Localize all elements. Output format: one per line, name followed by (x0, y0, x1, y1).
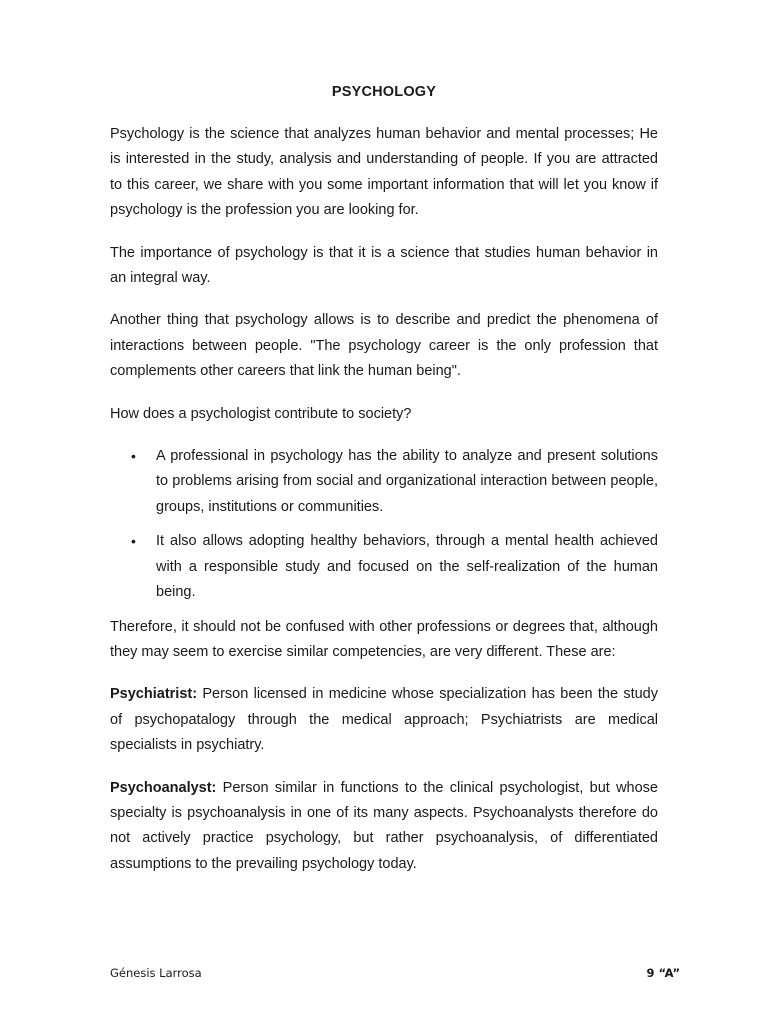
bullet-icon: • (131, 533, 136, 550)
footer-grade: 9 “A” (646, 966, 680, 980)
list-item-text: It also allows adopting healthy behaviors, through a mental health achieved with a responsible study and focused on the self-realization of the human being. (156, 533, 658, 601)
definition-psychoanalyst (110, 776, 658, 878)
definition-text: Person similar in functions to the clinical psychologist, but whose specialty is psychoanalysis in one of its many aspects. Psychoanalysts therefore do not actively practice psychology, but rather psychoanalysis, of differentiated assumptions to the prevailing psychology today. (110, 779, 658, 872)
paragraph-distinction: Therefore, it should not be confused with other professions or degrees that, although they may seem to exercise similar competencies, are very different. These are: (110, 618, 658, 660)
list-item-text: A professional in psychology has the ability to analyze and present solutions to problems arising from social and organizational interaction between people, groups, institutions or communities. (156, 448, 658, 515)
footer-author: Génesis Larrosa (110, 966, 202, 980)
paragraph-importance: The importance of psychology is that it is a science that studies human behavior in an integral way. (110, 244, 658, 287)
definition-text: Person licensed in medicine whose specialization has been the study of psychopatalogy through the medical approach; Psychiatrists are medical specialists in psychiatry. (110, 686, 658, 754)
list-item (110, 529, 658, 605)
document-page (110, 84, 658, 894)
page-title: PSYCHOLOGY (331, 84, 437, 100)
definition-psychiatrist (110, 682, 658, 758)
bullet-icon: • (131, 448, 136, 465)
definition-term: Psychiatrist: (110, 686, 198, 703)
contribution-list (110, 444, 658, 605)
paragraph-interactions: Another thing that psychology allows is to describe and predict the phenomena of interactions between people. "The psychology career is the only profession that complements other careers that link the human being". (110, 312, 658, 380)
definition-term: Psychoanalyst: (110, 779, 217, 796)
paragraph-question: How does a psychologist contribute to society? (110, 405, 412, 422)
list-item (110, 444, 658, 520)
paragraph-intro: Psychology is the science that analyzes human behavior and mental processes; He is interested in the study, analysis and understanding of people. If you are attracted to this career, we share with you some important information that will let you know if psychology is the profession you are looking for. (110, 126, 658, 219)
